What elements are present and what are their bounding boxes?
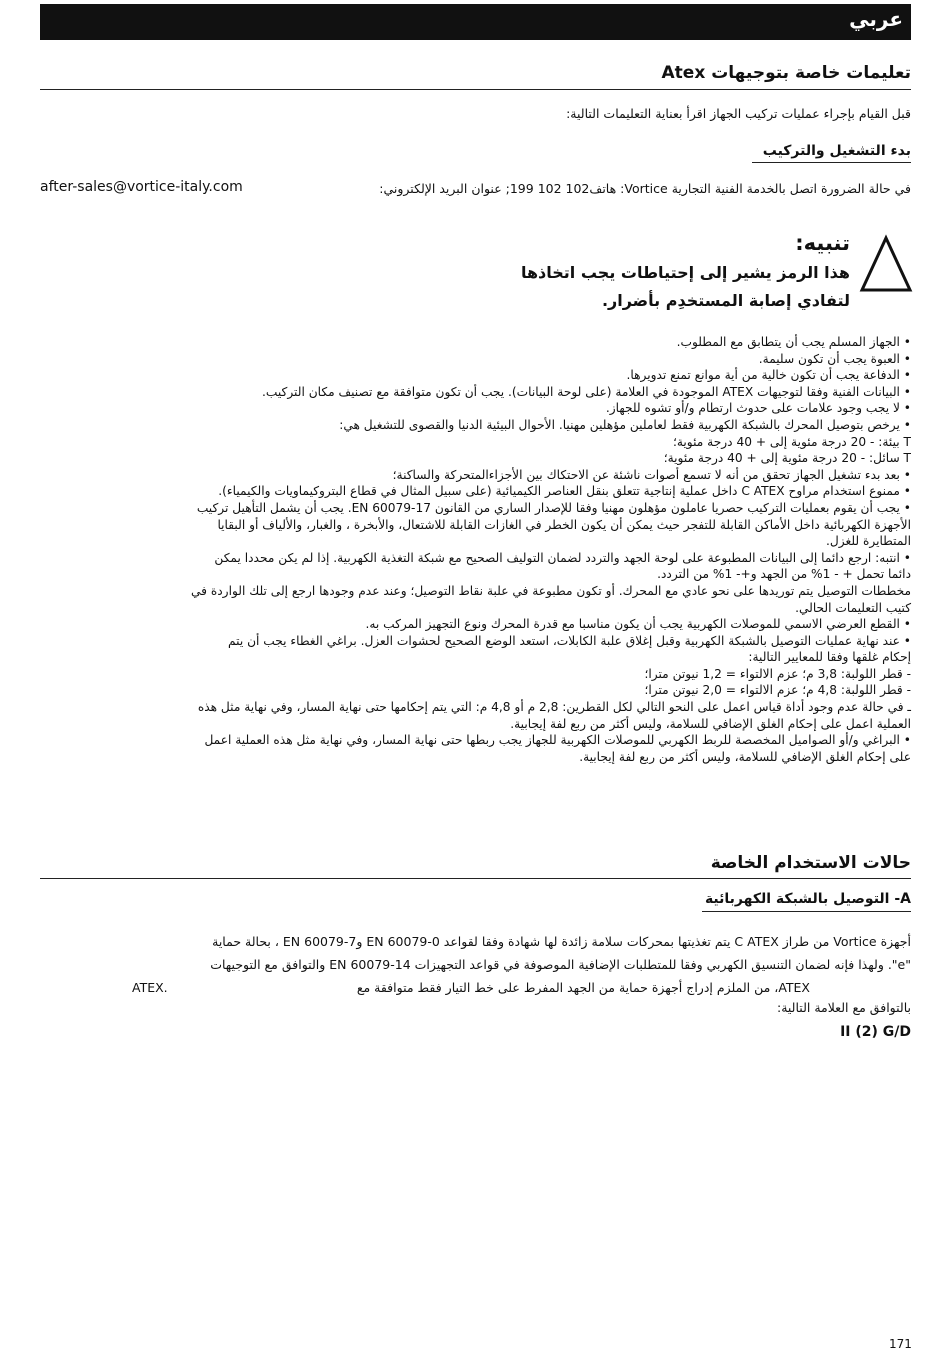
warning-line-2: لتفادي إصابة المستخدِم بأضرار. xyxy=(601,291,850,310)
list-item: T بيئة: - 20 درجة مئوية إلى + 40 درجة مئوية؛ xyxy=(673,434,911,449)
list-item: العملية اعمل على إحكام الغلق الإضافي للسلامة، وليس أكثر من ربع لفة إيجابية. xyxy=(510,716,911,731)
service-line: في حالة الضرورة اتصل بالخدمة الفنية التجارية Vortice: هاتف102 102 199; عنوان البريد الإلكتروني: xyxy=(379,181,911,196)
startup-underline xyxy=(752,162,911,163)
special-cases-heading: حالات الاستخدام الخاصة xyxy=(710,853,911,873)
subheading-underline xyxy=(702,911,911,912)
list-item: المتطايرة للغزل. xyxy=(826,534,911,549)
intro-text: قبل القيام بإجراء عمليات تركيب الجهاز اقرأ بعناية التعليمات التالية: xyxy=(566,106,911,121)
special-paragraph-1: أجهزة Vortice من طراز C ATEX يتم تغذيتها بمحركات سلامة زائدة لها شهادة وفقا لقواعد EN 60079-0 وEN 60079-7 ، بحالة حماية xyxy=(212,934,911,949)
requirements-list xyxy=(41,334,911,765)
warning-title: تنبيه: xyxy=(795,231,850,255)
atex-marking: II (2) G/D xyxy=(840,1024,911,1040)
list-item: • البيانات الفنية وفقا لتوجيهات ATEX الموجودة في العلامة (على لوحة البيانات). يجب أن تكون متوافقة مع تصنيف مكان التركيب. xyxy=(262,384,911,399)
support-email-link[interactable]: after-sales@vortice-italy.com xyxy=(40,179,243,195)
page-number: 171 xyxy=(889,1337,912,1351)
list-item: • لا يجب وجود علامات على حدوث ارتطام و/أو تشوه للجهاز. xyxy=(605,401,911,416)
special-paragraph-3: ATEX، من الملزم إدراج أجهزة حماية من الجهد المفرط على خط التيار فقط متوافقة مع xyxy=(356,980,810,995)
list-item: • يجب أن يقوم بعمليات التركيب حصريا عاملون مؤهلون مهنيا وفقا للإصدار الساري من القانون EN 60079-17. يجب أن يشمل التأهيل تركيب xyxy=(196,500,911,515)
page-title: تعليمات خاصة بتوجيهات Atex xyxy=(661,63,911,83)
special-paragraph-2: "e". ولهذا فإنه لضمان التنسيق الكهربي وفقا للمتطلبات الإضافية الموصوفة في قواعد التجهيزات EN 60079-14 والتوافق مع التوجيهات xyxy=(210,957,911,972)
list-item: الأجهزة الكهربائية داخل الأماكن القابلة للتفجر حيث يمكن أن يكون الخطر في الغازات القابلة للاشتعال، والأبخرة ، والغبار، والألياف أو البقايا xyxy=(217,517,911,532)
warning-triangle-icon xyxy=(859,234,913,294)
list-item: • يرخص بتوصيل المحرك بالشبكة الكهربية فقط لعاملين مؤهلين مهنيا. الأحوال البيئية الدنيا والقصوى للتشغيل هي: xyxy=(339,417,911,432)
special-paragraph-3-atex: ATEX. xyxy=(132,980,168,995)
list-item: • القطع العرضي الاسمي للموصلات الكهربية يجب أن يكون مناسبا مع قدرة المحرك ونوع التجهيز المركب به. xyxy=(365,617,911,632)
list-item: كتيب التعليمات الحالي. xyxy=(795,600,911,615)
marking-intro: بالتوافق مع العلامة التالية: xyxy=(777,1000,911,1015)
list-item: • انتبه: ارجع دائما إلى البيانات المطبوعة على لوحة الجهد والتردد لضمان التوليف الصحيح مع شبكة التغذية الكهربية. إذا لم يكن محددا يمكن xyxy=(214,550,911,565)
list-item: - قطر اللولبة: 3,8 م؛ عزم الالتواء = 1,2 نيوتن مترا؛ xyxy=(644,666,911,681)
title-divider xyxy=(40,89,911,90)
list-item: مخططات التوصيل يتم توريدها على نحو عادي مع المحرك. أو تكون مطبوعة في علبة نقاط التوصيل؛ وعند عدم وجودها ارجع إلى تلك الواردة في xyxy=(191,583,911,598)
list-item: T سائل: - 20 درجة مئوية إلى + 40 درجة مئوية؛ xyxy=(663,451,911,466)
list-item: إحكام غلقها وفقا للمعايير التالية: xyxy=(748,650,911,665)
warning-line-1: هذا الرمز يشير إلى إحتياطات يجب اتخاذها xyxy=(520,263,850,282)
list-item: دائما تحمل + - 1% من الجهد و+- 1% من التردد. xyxy=(657,567,911,582)
special-divider xyxy=(40,878,911,879)
list-item: • الجهاز المسلم يجب أن يتطابق مع المطلوب. xyxy=(676,335,911,349)
list-item: على إحكام الغلق الإضافي للسلامة، وليس أكثر من ربع لفة إيجابية. xyxy=(579,749,911,764)
list-item: • البراغي و/أو الصواميل المخصصة للربط الكهربي للموصلات الكهربية للجهاز يجب ربطها حتى نهاية المسار، وفي نهاية مثل هذه العملية اعمل xyxy=(204,733,911,748)
list-item: • ممنوع استخدام مراوح C ATEX داخل عملية إنتاجية تتعلق بنقل العناصر الكيميائية (على سبيل المثال في قطاع البتروكيماويات والكيمياء). xyxy=(218,484,911,499)
language-label: عربي xyxy=(849,7,903,31)
list-item: - قطر اللولبة: 4,8 م؛ عزم الالتواء = 2,0 نيوتن مترا؛ xyxy=(644,683,911,698)
list-item: • العبوة يجب أن تكون سليمة. xyxy=(758,351,911,366)
list-item: ـ في حالة عدم وجود أداة قياس اعمل على النحو التالي لكل القطرين: 2,8 م أو 4,8 م: التي يتم إحكامها حتى نهاية المسار، وفي نهاية مثل هذه xyxy=(197,700,911,715)
list-item: • بعد بدء تشغيل الجهاز تحقق من أنه لا تسمع أصوات ناشئة عن الاحتكاك بين الأجزاءالمتحركة والساكنة؛ xyxy=(392,467,911,482)
list-item: • الدفاعة يجب أن تكون خالية من أية موانع تمنع تدويرها. xyxy=(626,368,911,383)
list-item: • عند نهاية عمليات التوصيل بالشبكة الكهربية وقبل إغلاق علبة الكابلات، استعد الوضع الصحيح لحشوات العزل. براغي الغطاء يجب أن يتم xyxy=(228,633,911,648)
startup-heading: بدء التشغيل والتركيب xyxy=(762,143,911,159)
language-header-bar xyxy=(40,4,911,40)
special-subheading: A- التوصيل بالشبكة الكهربائية xyxy=(704,891,911,907)
